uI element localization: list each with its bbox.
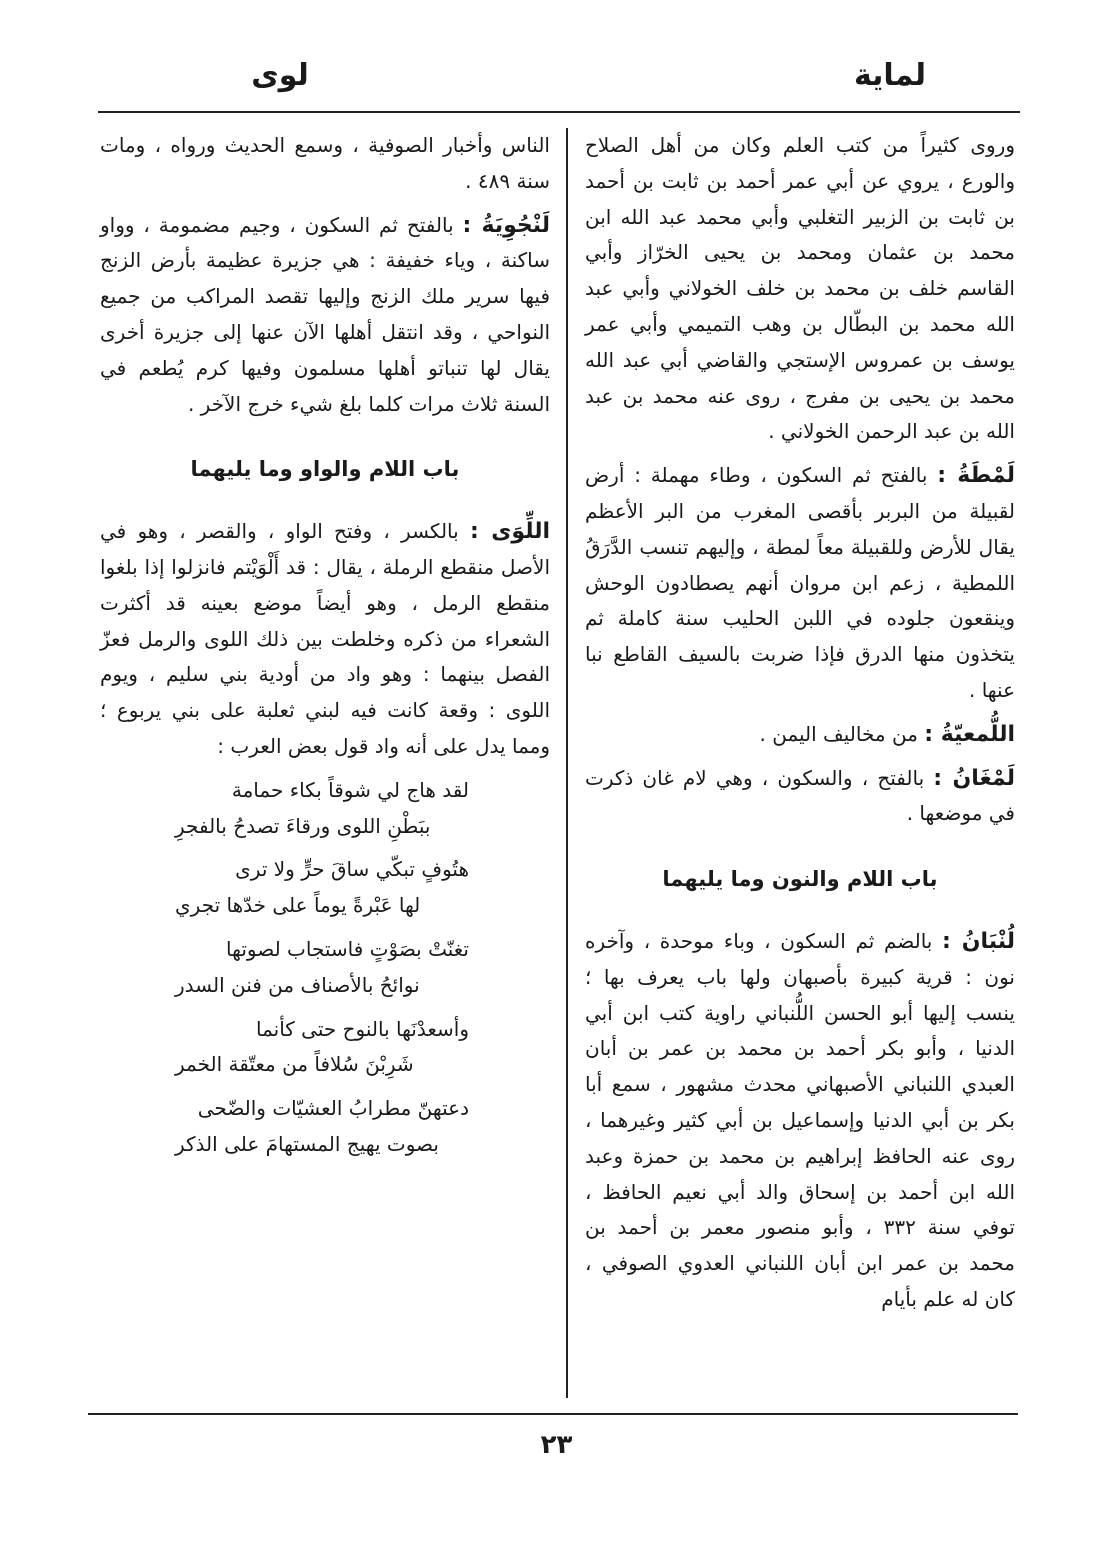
entry-lunban [585,924,1015,1318]
entry-lamta [585,458,1015,709]
headword: اللُّمعيّةُ : [924,721,1015,747]
entry-text: بالفتح ، والسكون ، وهي لام غان ذكرت في موضعها . [585,765,1015,826]
header-rule [98,111,1020,113]
footer-rule [88,1413,1018,1415]
running-head-right: لماية [853,58,927,93]
headword: اللِّوَى : [469,519,550,545]
headword: لُنْبَانُ : [942,928,1016,954]
right-column-intro: وروى كثيراً من كتب العلم وكان من أهل الصلاح والورع ، يروي عن أبي عمر أحمد بن ثابت بن أحمد بن ثابت بن الزبير التغلبي وأبي محمد عبد الله ابن محمد بن عثمان ومحمد بن يحيى الخرّاز وأبي القاسم خلف بن محمد بن خلف الخولاني وأبي عبد الله محمد بن البطّال بن وهب التميمي وأبي عمر يوسف بن عمروس الإستجي والقاضي أبي عبد الله محمد بن يحيى بن مفرج ، روى عنه محمد بن عبد الله بن عبد الرحمن الخولاني . [585,133,1015,444]
verse-second-hemistich: شَرِبْنَ سُلافاً من معتّقة الخمر [175,1052,414,1077]
verse-first-hemistich: لقد هاج لي شوقاً بكاء حمامة [231,777,469,802]
verse-line [145,1091,505,1163]
left-column [100,128,550,1171]
verse-second-hemistich: نوائحُ بالأصناف من فنن السدر [175,972,420,997]
headword: لَنْجُوِيَةُ : [462,212,550,238]
poem [145,773,505,1163]
verse-line [145,1012,505,1084]
verse-first-hemistich: هتُوفٍ تبكّي ساقَ حرٍّ ولا ترى [235,857,469,882]
headword: لَمْغَانُ : [933,765,1015,791]
verse-line [145,773,505,845]
entry-lamghan [585,761,1015,833]
entry-text: بالفتح ثم السكون ، وطاء مهملة : أرض لقبيلة من البربر بأقصى المغرب من البر الأعظم يقال للأرض وللقبيلة معاً لمطة ، وإليهم تنسب الدَّرَقُ اللمطية ، زعم ابن مروان أنهم يصطادون الوحش وينقعون جلوده في اللبن الحليب سنة كاملة ثم يتخذون منها الدرق فإذا ضربت بالسيف القاطع نبا عنها . [585,463,1015,702]
verse-line [145,852,505,924]
entry-lumiyya [585,717,1015,753]
section-title: باب اللام والواو وما يليهما [190,457,460,482]
page-number: ٢٣ [540,1430,573,1460]
section-title: باب اللام والنون وما يليهما [662,867,938,892]
entry-text: من مخاليف اليمن . [759,721,925,746]
entry-liwa [100,514,550,765]
verse-second-hemistich: بصوت يهيج المستهامَ على الذكر [175,1131,439,1156]
running-head-left: لوى [251,58,309,93]
entry-lanjuwiya [100,208,550,423]
verse-first-hemistich: تغنّتْ بصَوْتٍ فاستجاب لصوتها [226,936,469,961]
entry-text: بالضم ثم السكون ، وباء موحدة ، وآخره نون : قرية كبيرة بأصبهان ولها باب يعرف بها ؛ ينسب إليها أبو الحسن اللُّنباني راوية كتب ابن أبي الدنيا ، وأبو بكر أحمد بن محمد بن عمر بن أبان العبدي اللنباني الأصبهاني محدث مشهور ، سمع أبا بكر بن أبي الدنيا وإسماعيل بن أبي كثير وغيرهما ، روى عنه الحافظ إبراهيم بن محمد بن حمزة وعبد الله ابن أحمد بن إسحاق والد أبي نعيم الحافظ ، توفي سنة ٣٣٢ ، وأبو منصور معمر بن أحمد بن محمد بن عمر ابن أبان اللنباني العدوي الصوفي ، كان له علم بأيام [585,928,1015,1311]
entry-text: بالكسر ، وفتح الواو ، والقصر ، وهو في الأصل منقطع الرملة ، يقال : قد أَلْوَيْتم فانزلوا إذا بلغوا منقطع الرمل ، وهو أيضاً موضع بعينه قد أكثرت الشعراء من ذكره وخلطت بين ذلك اللوى والرمل فعزّ الفصل بينهما : وهو واد من أودية بني سليم ، ويوم اللوى : وقعة كانت فيه لبني ثعلبة على بني يربوع ؛ ومما يدل على أنه واد قول بعض العرب : [100,519,550,758]
verse-second-hemistich: لها عَبْرةً يوماً على خدّها تجري [175,893,421,918]
verse-first-hemistich: وأسعدْنَها بالنوح حتى كأنما [255,1016,469,1041]
verse-second-hemistich: ببَطْنِ اللوى ورقاءَ تصدحُ بالفجرِ [175,813,431,838]
left-column-intro: الناس وأخبار الصوفية ، وسمع الحديث ورواه ، ومات سنة ٤٨٩ . [100,133,550,193]
entry-text: بالفتح ثم السكون ، وجيم مضمومة ، وواو ساكنة ، وياء خفيفة : هي جزيرة عظيمة بأرض الزنج فيها سرير ملك الزنج وإليها تقصد المراكب من جميع النواحي ، وقد انتقل أهلها الآن عنها إلى جزيرة أخرى يقال لها تنباتو أهلها مسلمون وفيها كرم يُطعم في السنة ثلاث مرات كلما بلغ شيء خرج الآخر . [100,212,550,416]
right-column [585,128,1015,1326]
verse-line [145,932,505,1004]
headword: لَمْطَةُ : [937,463,1015,489]
verse-first-hemistich: دعتهنّ مطرابُ العشيّات والضّحى [197,1096,469,1121]
column-divider [566,128,568,1398]
